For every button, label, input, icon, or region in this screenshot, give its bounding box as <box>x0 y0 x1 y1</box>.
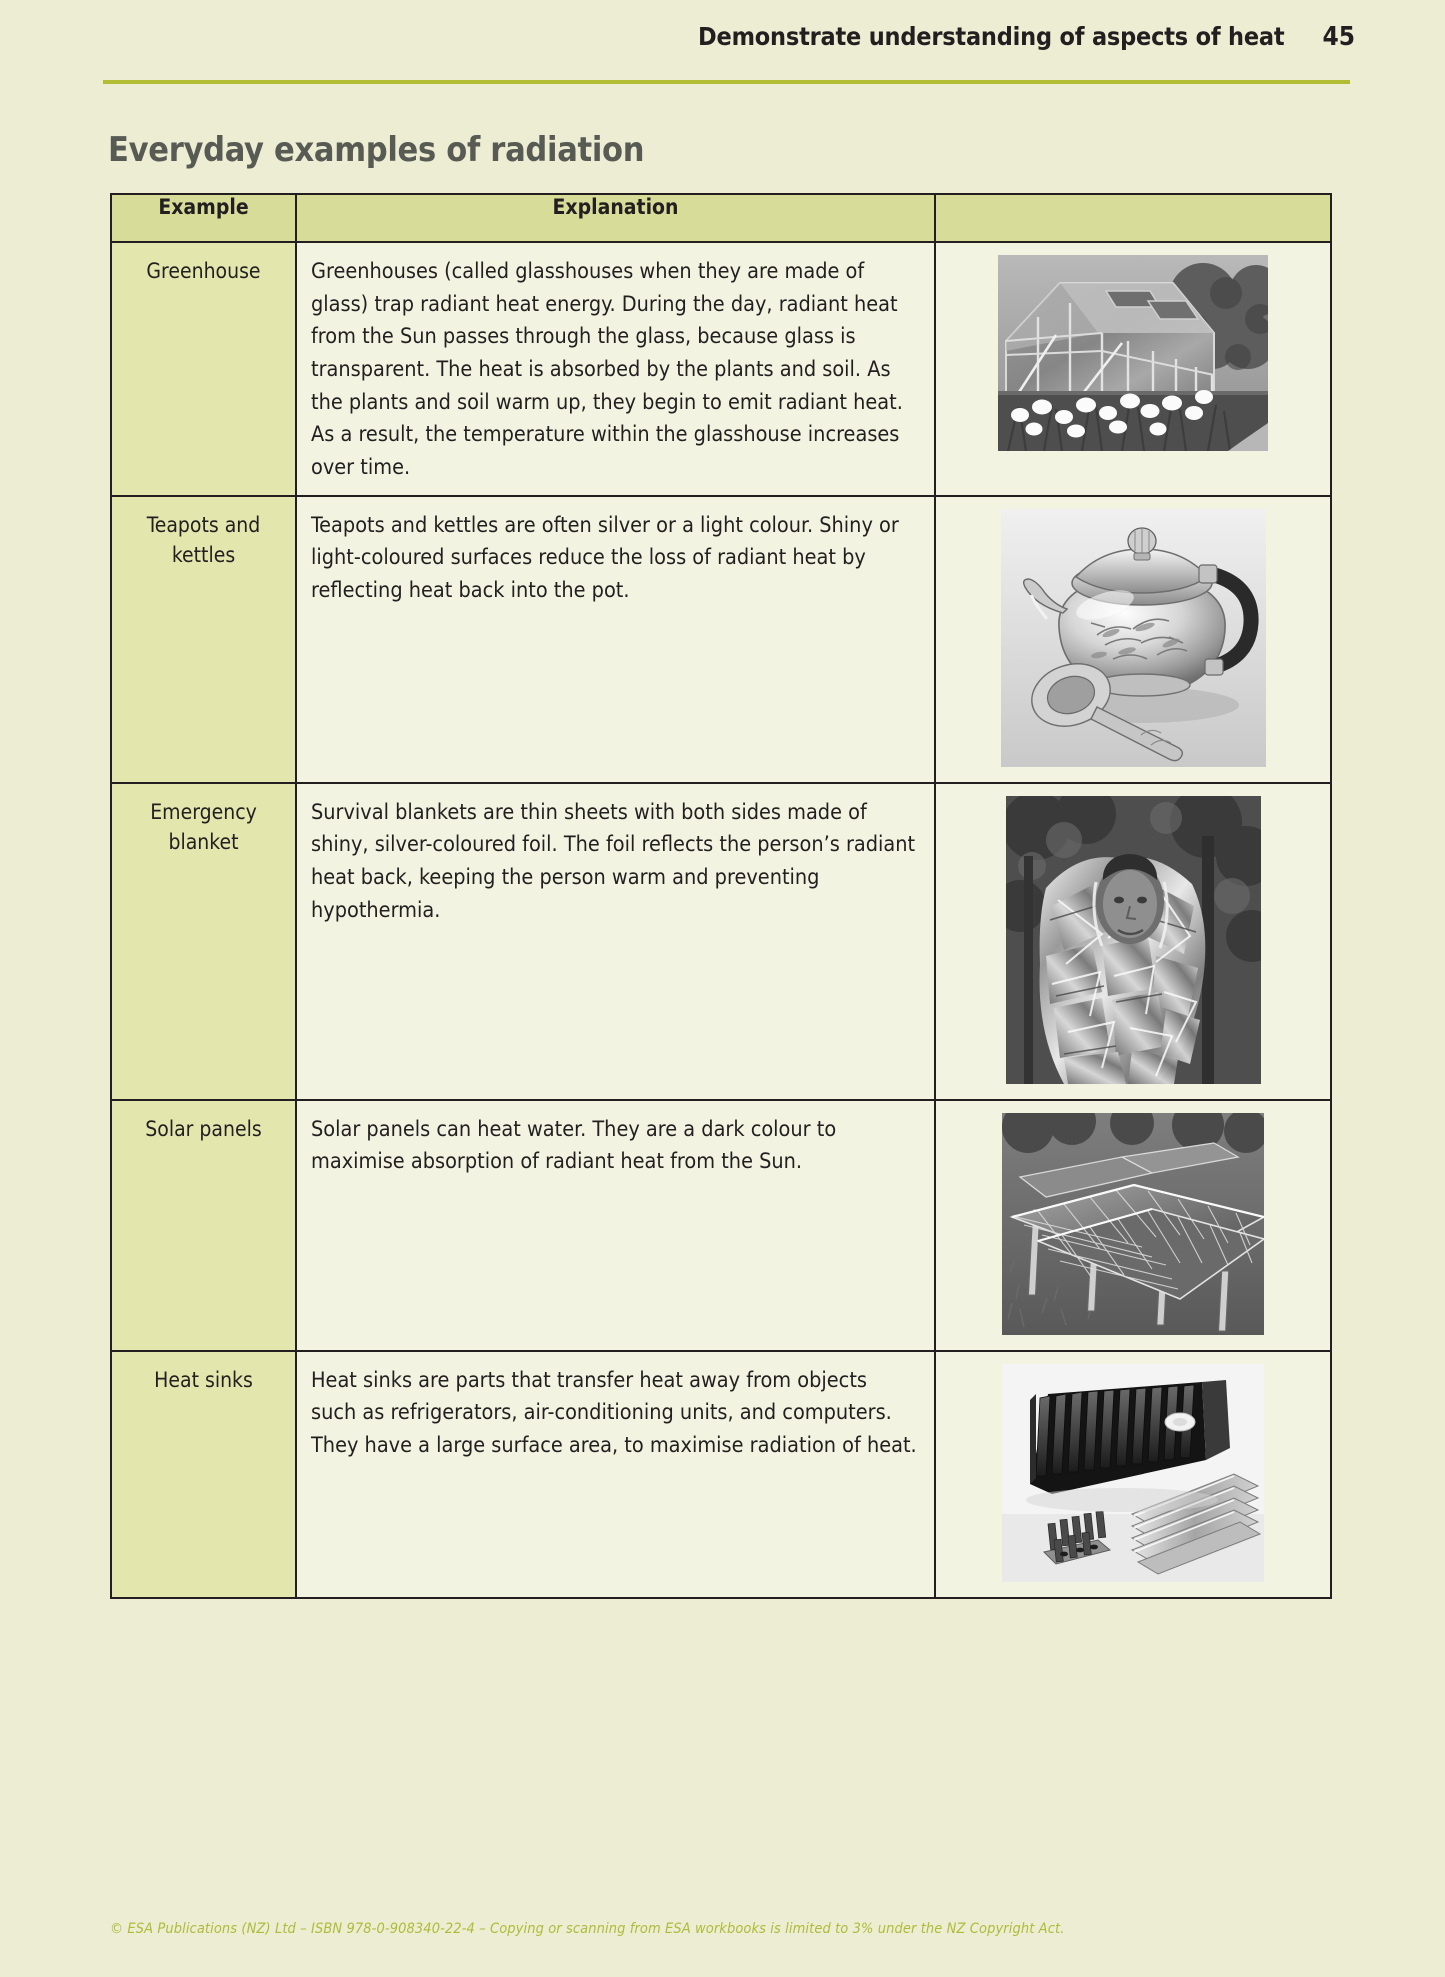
row-explanation-text: Heat sinks are parts that transfer heat away from objects such as refrigerators, air-conditioning units, and computers. They have a large surface area, to maximise radiation of heat. <box>296 1351 935 1598</box>
solar-panels-photo <box>1002 1113 1264 1335</box>
row-explanation-text: Survival blankets are thin sheets with both sides made of shiny, silver-coloured foil. The foil reflects the person’s radiant heat back, keeping the person warm and preventing hypothermia. <box>296 783 935 1100</box>
page-title: Demonstrate understanding of aspects of heat <box>698 22 1285 51</box>
column-header-example: Example <box>111 194 296 242</box>
row-example-label: Solar panels <box>111 1100 296 1351</box>
row-illustration-cell <box>935 1100 1331 1351</box>
table-row <box>111 1100 1331 1351</box>
table-row <box>111 496 1331 783</box>
column-header-image <box>935 194 1331 242</box>
table-row <box>111 242 1331 496</box>
row-example-label: Emergency blanket <box>111 783 296 1100</box>
page-header <box>0 0 1445 80</box>
greenhouse-photo <box>998 255 1268 451</box>
table-body <box>111 242 1331 1598</box>
page-footer <box>110 1920 1360 1938</box>
table-header-row <box>111 194 1331 242</box>
row-illustration-cell <box>935 496 1331 783</box>
column-header-explanation: Explanation <box>296 194 935 242</box>
radiation-examples-table <box>110 193 1332 1599</box>
row-illustration-cell <box>935 783 1331 1100</box>
row-illustration-cell <box>935 1351 1331 1598</box>
table-row <box>111 1351 1331 1598</box>
page-number: 45 <box>1322 22 1355 52</box>
section-heading: Everyday examples of radiation <box>108 130 645 170</box>
teapot-photo <box>1001 509 1266 767</box>
row-illustration-cell <box>935 242 1331 496</box>
row-example-label: Teapots and kettles <box>111 496 296 783</box>
emergency-blanket-photo <box>1006 796 1261 1084</box>
header-divider-rule <box>103 80 1350 84</box>
row-explanation-text: Greenhouses (called glasshouses when they are made of glass) trap radiant heat energy. During the day, radiant heat from the Sun passes through the glass, because glass is transparent. The heat is absorbed by the plants and soil. As the plants and soil warm up, they begin to emit radiant heat. As a result, the temperature within the glasshouse increases over time. <box>296 242 935 496</box>
row-example-label: Greenhouse <box>111 242 296 496</box>
row-example-label: Heat sinks <box>111 1351 296 1598</box>
row-explanation-text: Solar panels can heat water. They are a dark colour to maximise absorption of radiant heat from the Sun. <box>296 1100 935 1351</box>
heat-sinks-photo <box>1002 1364 1264 1582</box>
row-explanation-text: Teapots and kettles are often silver or a light colour. Shiny or light-coloured surfaces reduce the loss of radiant heat by reflecting heat back into the pot. <box>296 496 935 783</box>
header-content <box>698 22 1355 52</box>
copyright-notice: © ESA Publications (NZ) Ltd – ISBN 978-0-908340-22-4 – Copying or scanning from ESA workbooks is limited to 3% under the NZ Copyright Act. <box>110 1921 1065 1937</box>
table-row <box>111 783 1331 1100</box>
table-header <box>111 194 1331 242</box>
